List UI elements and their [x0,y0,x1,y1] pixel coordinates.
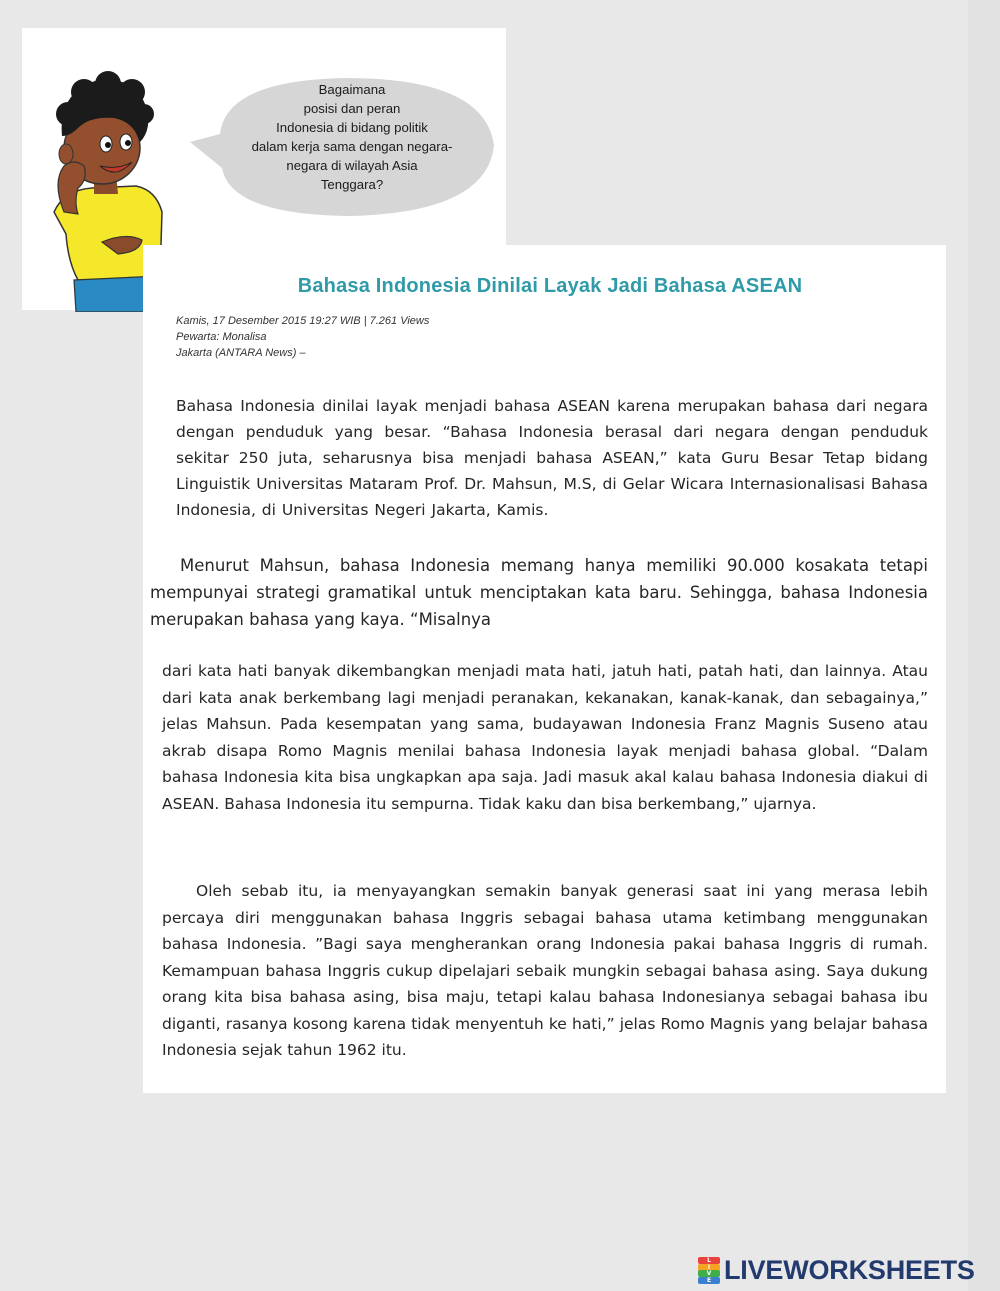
logo-mark-letter: I [698,1264,720,1271]
article-dateline: Kamis, 17 Desember 2015 19:27 WIB | 7.261 Views [176,315,430,327]
article-source: Jakarta (ANTARA News) – [176,347,306,359]
bubble-line: dalam kerja sama dengan negara- [251,139,453,154]
page-break-gap [143,632,946,654]
speech-bubble-text [212,80,492,194]
article-title: Bahasa Indonesia Dinilai Layak Jadi Bahasa ASEAN [297,275,803,297]
liveworksheets-logo[interactable] [698,1256,975,1284]
liveworksheets-logo-icon [698,1257,720,1283]
bubble-line: negara di wilayah Asia [286,158,418,173]
logo-mark-letter: E [698,1277,720,1284]
article-reporter: Pewarta: Monalisa [176,331,267,343]
bubble-line: posisi dan peran [303,101,401,116]
bubble-line: Indonesia di bidang politik [276,120,428,135]
right-margin-strip [968,0,1000,1291]
bubble-line: Bagaimana [318,82,386,97]
article-paragraph-3: dari kata hati banyak dikembangkan menjadi mata hati, jatuh hati, patah hati, dan lainnya. Atau dari kata anak berkembang lagi menjadi peranakan, kekanakan, kanak-kanak, dan sebagainya,” jelas Mahsun. Pada kesempatan yang sama, budayawan Indonesia Franz Magnis Suseno atau akrab disapa Romo Magnis menilai bahasa Indonesia layak menjadi bahasa global. “Dalam bahasa Indonesia kita bisa ungkapkan apa saja. Jadi masuk akal kalau bahasa Indonesia diakui di ASEAN. Bahasa Indonesia itu sempurna. Tidak kaku dan bisa berkembang,” ujarnya. [162,662,928,813]
article-paragraph-4: Oleh sebab itu, ia menyayangkan semakin banyak generasi saat ini yang merasa lebih percaya diri menggunakan bahasa Inggris sebagai bahasa utama ketimbang menggunakan bahasa Indonesia. ”Bagi saya mengherankan orang Indonesia pakai bahasa Inggris di rumah. Kemampuan bahasa Inggris cukup dipelajari sebaik mungkin sebagai bahasa asing. Saya dukung orang kita bisa bahasa asing, bisa maju, tetapi kalau bahasa Indonesianya sebagai bahasa ibu diganti, rasanya kosong karena tidak menyentuh ke hati,” jelas Romo Magnis yang belajar bahasa Indonesia sejak tahun 1962 itu. [162,882,928,1059]
article-paragraph-2: Menurut Mahsun, bahasa Indonesia memang hanya memiliki 90.000 kosakata tetapi mempunyai strategi gramatikal untuk menciptakan kata baru. Sehingga, bahasa Indonesia merupakan bahasa yang kaya. “Misalnya [150,556,928,629]
bubble-line: Tenggara? [320,177,384,192]
logo-mark-letter: V [698,1270,720,1277]
article-paragraph-1: Bahasa Indonesia dinilai layak menjadi bahasa ASEAN karena merupakan bahasa dari negara dengan penduduk yang besar. “Bahasa Indonesia berasal dari negara dengan penduduk sekitar 250 juta, seharusnya bisa menjadi bahasa ASEAN,” kata Guru Besar Tetap bidang Linguistik Universitas Mataram Prof. Dr. Mahsun, M.S, di Gelar Wicara Internasionalisasi Bahasa Indonesia, di Universitas Negeri Jakarta, Kamis. [176,397,928,519]
liveworksheets-logo-text: LIVEWORKSHEETS [724,1254,975,1285]
article-meta [176,313,676,361]
logo-mark-letter: L [698,1257,720,1264]
